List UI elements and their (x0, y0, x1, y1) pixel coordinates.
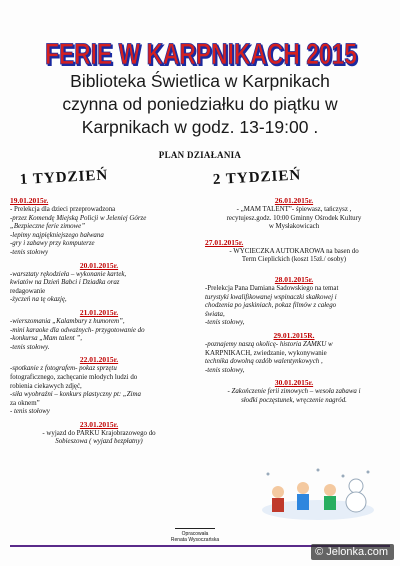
schedule-day (205, 238, 383, 265)
credit-line: Renata Wysoczańska (170, 537, 220, 543)
winter-kids-illustration (258, 462, 378, 522)
activity-line: fotograficznego, zachęcanie młodych ludzi do (10, 373, 138, 381)
schedule-day (205, 331, 383, 375)
activity-line: -warsztaty rękodzieła – wykonanie kartek, (10, 270, 127, 278)
subtitle-line: Biblioteka Świetlica w Karpnikach (70, 71, 330, 91)
author-credit (165, 528, 225, 543)
activity-line: Term Cieplickich (koszt 15zł./ osoby) (241, 256, 347, 264)
title-graphic (38, 28, 368, 76)
watermark-text: © Jelonka.com (315, 546, 388, 558)
day-date: 20.01.2015r. (79, 260, 119, 270)
day-date: 22.01.2015r. (79, 355, 119, 365)
activity-line: -siła wyobraźni – konkurs plastyczny pt: „Zima (10, 391, 141, 399)
day-date: 26.01.2015r. (274, 196, 314, 205)
activity-line: -tenis stołowy. (10, 343, 50, 351)
credit-line: Opracowała (181, 531, 209, 537)
schedule-day (205, 275, 383, 328)
activity-line: -poznajemy naszą okolicę- historia ZAMKU w (205, 340, 333, 348)
week1-column (10, 167, 188, 450)
day-date: 23.01.2015r. (79, 419, 119, 429)
activity-line: -tenis stołowy (10, 248, 49, 256)
day-date: 19.01.2015r. (10, 196, 49, 205)
week1-heading: 1 TYDZIEŃ (19, 167, 109, 188)
activity-line: -tenis stołowy, (205, 366, 245, 374)
schedule-day (205, 196, 383, 232)
activity-line: -gry i zabawy przy komputerze (10, 240, 95, 248)
activity-line: -tenis stołowy, (205, 319, 245, 327)
activity-line: -Prelekcja Pana Damiana Sadowskiego na temat (205, 284, 339, 292)
activity-line: - Zakończenie ferii zimowych – wesoła zabawa i (227, 388, 361, 396)
title-shadow: FERIE W KARPNIKACH 2015 (46, 39, 359, 73)
schedule-day (10, 308, 188, 352)
activity-line: „Bezpieczne ferie zimowe” (10, 223, 86, 231)
activity-line: świata, (205, 310, 225, 318)
activity-line: -konkursa „Mam talent ”, (10, 335, 82, 343)
schedule-day (10, 355, 188, 417)
credit-divider (175, 528, 215, 529)
poster-title (38, 28, 368, 76)
activity-line: turystyki kwalifikowanej wspinaczki skałkowej i (205, 293, 337, 301)
activity-line: -wierszomania „Kalambury z humorem”, (10, 317, 125, 325)
activity-line: kwiatów na Dzień Babci i Dziadka oraz (10, 279, 120, 287)
day-date: 28.01.2015r. (274, 274, 314, 284)
schedule-day (10, 196, 188, 258)
activity-line: - wyjazd do PARKU Krajobrazowego do (42, 429, 156, 437)
activity-line: robienia ciekawych zdjęć, (10, 382, 82, 390)
schedule-day (10, 261, 188, 305)
activity-line: -lepimy najpiękniejszego bałwana (10, 231, 104, 239)
title-text: FERIE W KARPNIKACH 2015 (45, 38, 357, 71)
activity-line: -życzeń na tę okazję, (10, 296, 67, 304)
day-date: 27.01.2015r. (205, 237, 244, 247)
day-date: 21.01.2015r. (79, 307, 119, 317)
plan-heading: PLAN DZIAŁANIA (158, 150, 242, 160)
activity-line: - Prelekcja dla dzieci przeprowadzona (10, 206, 116, 213)
library-hours-info (20, 70, 380, 139)
week2-heading: 2 TYDZIEŃ (212, 167, 302, 188)
activity-line: -mini karaoke dla odważnych- przygotowanie do (10, 326, 145, 334)
activity-line: - „MAM TALENT”- śpiewasz, tańczysz , (236, 206, 352, 213)
activity-line: - WYCIECZKA AUTOKAROWA na basen do (229, 247, 359, 255)
activity-line: KARPNIKACH, zwiedzanie, wykonywanie (205, 349, 327, 357)
activity-line: recytujesz.godz. 10:00 Gminny Ośrodek Kultury (226, 214, 362, 222)
week2-column (205, 167, 383, 409)
activity-line: - tenis stołowy (10, 408, 50, 416)
schedule-day (10, 420, 188, 447)
activity-line: Sobieszowa ( wyjazd bezpłatny) (55, 438, 143, 446)
day-date: 29.01.2015R. (273, 330, 315, 340)
activity-line: w Mysłakowicach (268, 223, 320, 231)
activity-line: chodzenia po jaskiniach, pokaz filmów z całego (205, 302, 337, 310)
activity-line: za oknem” (10, 399, 40, 407)
day-date: 30.01.2015r. (274, 378, 314, 388)
activity-line: słodki poczęstunek, wręczenie nagród. (241, 396, 347, 404)
activity-line: -przez Komendę Miejską Policji w Jeleniej Górze (10, 214, 147, 222)
activity-line: redagowanie (10, 287, 46, 295)
activity-line: -spotkanie z fotografem- pokaz sprzętu (10, 365, 117, 373)
subtitle-line: Karpnikach w godz. 13-19:00 . (81, 117, 319, 137)
schedule-day (205, 378, 383, 405)
watermark-badge (311, 544, 394, 560)
subtitle-line: czynna od poniedziałku do piątku w (62, 94, 338, 114)
activity-line: technika dowolną ozdób walentynkowych , (205, 358, 323, 366)
